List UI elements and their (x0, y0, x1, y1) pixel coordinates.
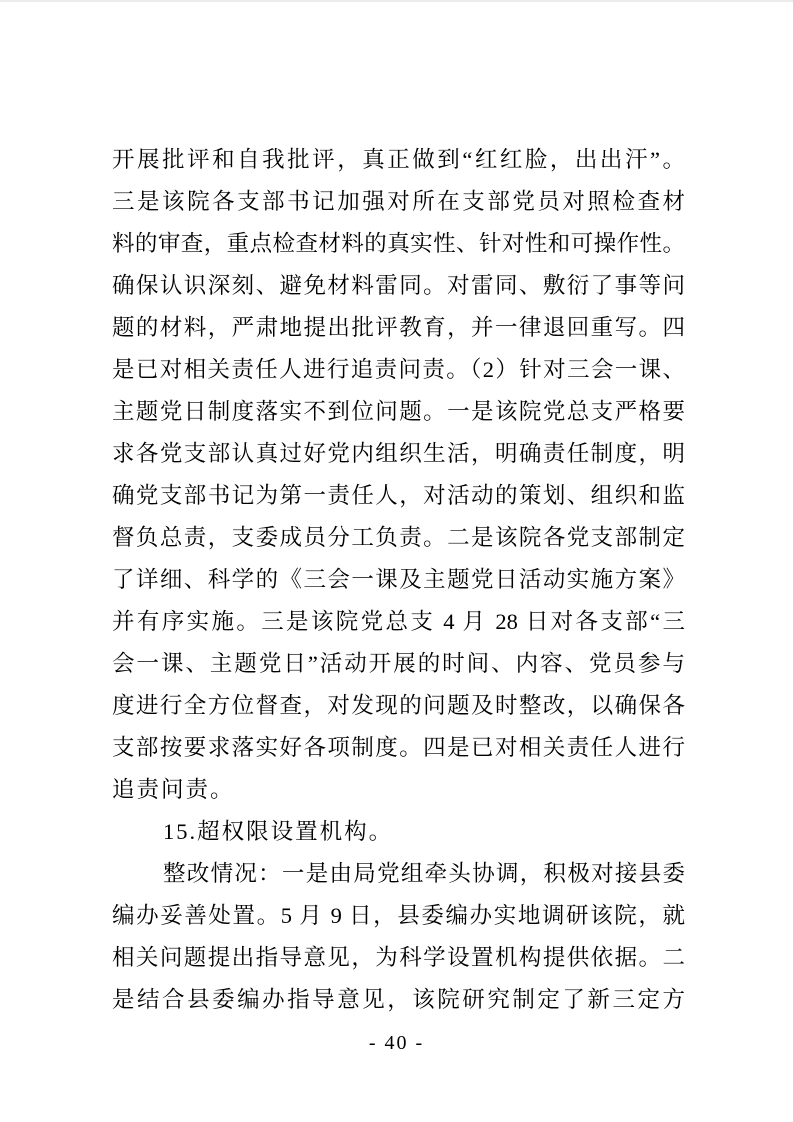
page-top-edge (0, 0, 793, 2)
text-line: 求各党支部认真过好党内组织生活，明确责任制度，明 (112, 441, 685, 466)
text-line: 度进行全方位督查，对发现的问题及时整改，以确保各 (112, 693, 685, 718)
text-line: 并有序实施。三是该院党总支 4 月 28 日对各支部“三 (112, 609, 685, 634)
text-line: 是已对相关责任人进行追责问责。（2）针对三会一课、 (112, 357, 685, 382)
text-line: 确保认识深刻、避免材料雷同。对雷同、敷衍了事等问 (112, 273, 685, 298)
document-body (112, 139, 685, 1021)
text-line: 题的材料，严肃地提出批评教育，并一律退回重写。四 (112, 315, 685, 340)
text-line: 编办妥善处置。5 月 9 日，县委编办实地调研该院，就 (112, 903, 685, 928)
text-line: 相关问题提出指导意见，为科学设置机构提供依据。二 (112, 945, 685, 970)
text-line: 主题党日制度落实不到位问题。一是该院党总支严格要 (112, 399, 685, 424)
text-line: 开展批评和自我批评，真正做到“红红脸，出出汗”。 (112, 147, 685, 172)
text-line: 料的审查，重点检查材料的真实性、针对性和可操作性。 (112, 231, 685, 256)
text-line: 了详细、科学的《三会一课及主题党日活动实施方案》 (112, 567, 685, 592)
text-line: 是结合县委编办指导意见，该院研究制定了新三定方 (112, 987, 685, 1012)
text-line: 督负总责，支委成员分工负责。二是该院各党支部制定 (112, 525, 685, 550)
text-line-paragraph-end: 追责问责。 (112, 777, 235, 802)
text-line: 确党支部书记为第一责任人，对活动的策划、组织和监 (112, 483, 685, 508)
section-heading-15: 15.超权限设置机构。 (163, 819, 394, 844)
text-line: 支部按要求落实好各项制度。四是已对相关责任人进行 (112, 735, 685, 760)
text-line: 三是该院各支部书记加强对所在支部党员对照检查材 (112, 189, 685, 214)
text-line: 会一课、主题党日”活动开展的时间、内容、党员参与 (112, 651, 685, 676)
page-number: - 40 - (368, 1032, 425, 1054)
text-line-paragraph-start: 整改情况：一是由局党组牵头协调，积极对接县委 (163, 861, 685, 886)
